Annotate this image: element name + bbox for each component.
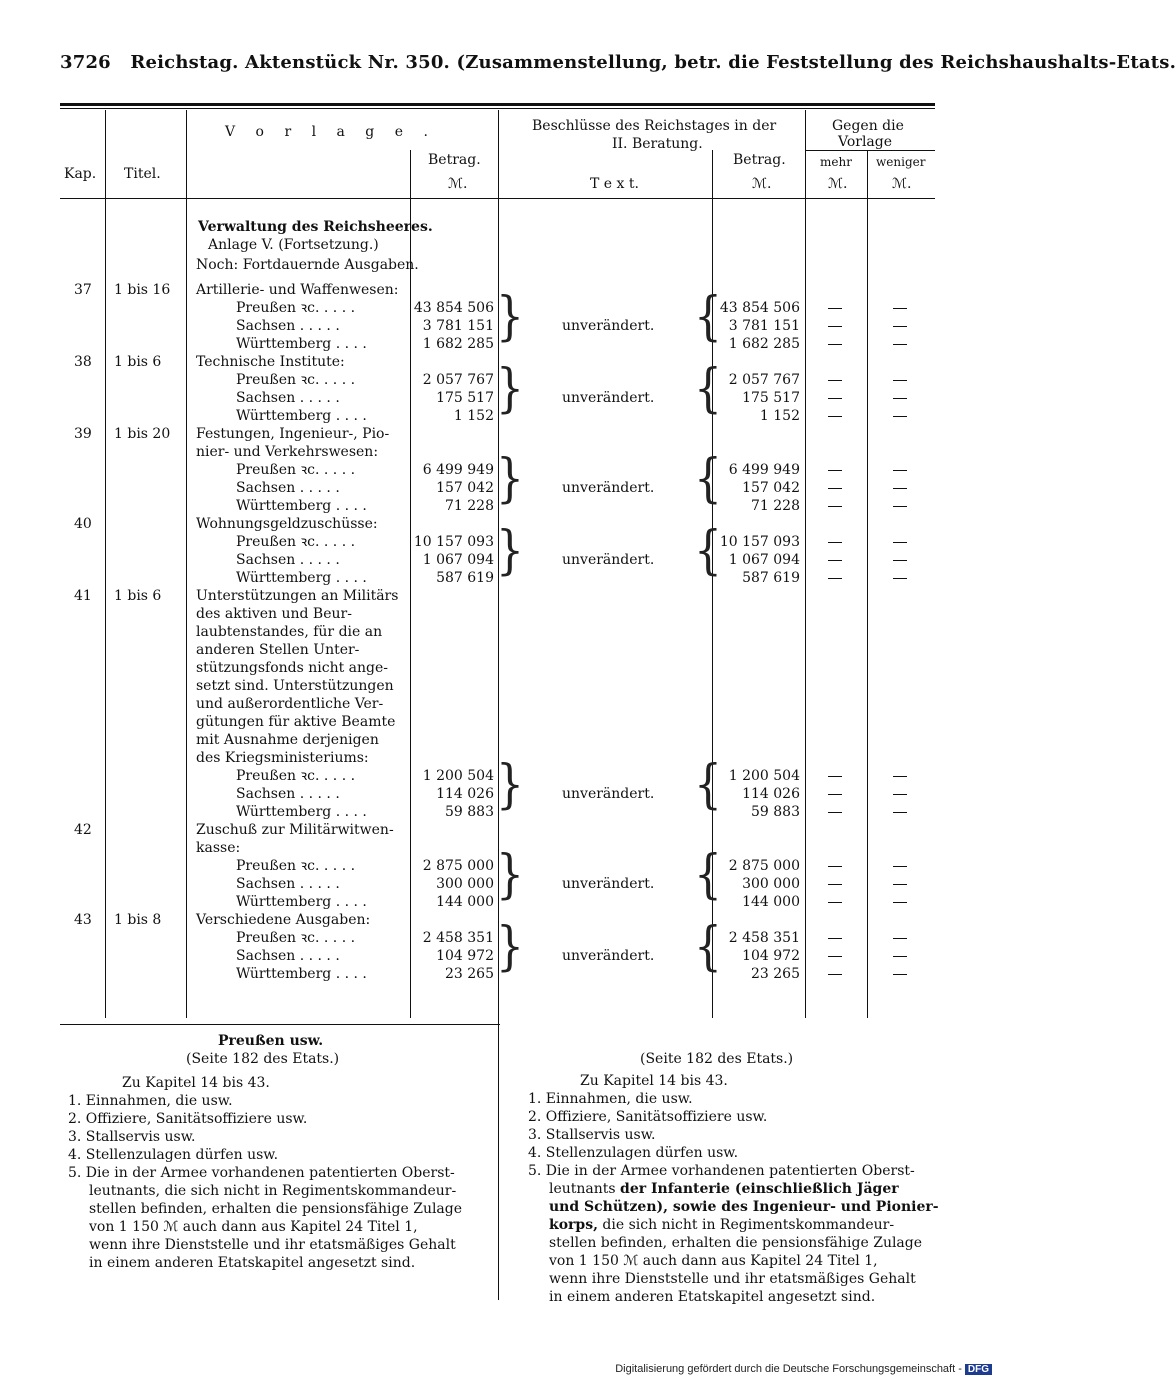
amount-vorlage: 157 042: [436, 480, 494, 496]
lower-left-seite: (Seite 182 des Etats.): [186, 1051, 340, 1067]
amount-beschluss: 43 854 506: [719, 300, 800, 316]
list-item-5-line: von 1 150 ℳ auch dann aus Kapitel 24 Titel 1,: [89, 1219, 418, 1235]
dash-mehr: [828, 308, 842, 309]
brace-right: }: [496, 753, 524, 815]
row-label: Verschiedene Ausgaben:: [196, 912, 371, 928]
item-label: Preußen ꝛc. . . . .: [236, 300, 356, 316]
table-end-rule: [60, 1024, 500, 1025]
amount-beschluss: 1 682 285: [728, 336, 800, 352]
vorlage-sub-header: Vorlage: [838, 134, 893, 150]
item-label: Sachsen . . . . .: [236, 480, 340, 496]
mark-header-weniger: ℳ.: [892, 176, 912, 192]
amount-vorlage: 6 499 949: [422, 462, 494, 478]
list-item-5-line: stellen befinden, erhalten die pensionsfähige Zulage: [89, 1201, 463, 1217]
item5-continuation: die sich nicht in Regimentskommandeur-: [597, 1217, 895, 1233]
dash-weniger: [893, 956, 907, 957]
item-label: Württemberg . . . .: [236, 408, 367, 424]
dash-mehr: [828, 812, 842, 813]
amount-beschluss: 23 265: [751, 966, 800, 982]
unchanged-text: unverändert.: [562, 552, 655, 568]
mark-header-left: ℳ.: [448, 176, 468, 192]
row-kap: 37: [74, 282, 92, 298]
item-label: Württemberg . . . .: [236, 804, 367, 820]
row-label: kasse:: [196, 840, 241, 856]
page-title: Reichstag. Aktenstück Nr. 350. (Zusammenstellung, betr. die Feststellung des Reichshaushalts-Etats.: [130, 52, 1176, 73]
amount-vorlage: 587 619: [436, 570, 494, 586]
row-kap: 39: [74, 426, 92, 442]
dash-mehr: [828, 326, 842, 327]
item-label: Württemberg . . . .: [236, 498, 367, 514]
lower-left-heading: Preußen usw.: [218, 1033, 324, 1049]
dash-mehr: [828, 398, 842, 399]
page-number: 3726: [60, 52, 111, 73]
row-titel: 1 bis 8: [114, 912, 162, 928]
inserted-text-3: korps,: [549, 1217, 598, 1233]
dash-weniger: [893, 902, 907, 903]
dfg-logo: DFG: [965, 1364, 992, 1375]
amount-beschluss: 157 042: [742, 480, 800, 496]
row-titel: 1 bis 6: [114, 588, 162, 604]
dash-weniger: [893, 326, 907, 327]
row-label: Technische Institute:: [196, 354, 345, 370]
list-item-5-line: 5. Die in der Armee vorhandenen patentierten Oberst-: [68, 1165, 455, 1181]
betrag-header-left: Betrag.: [428, 152, 481, 168]
list-item: 3. Stallservis usw.: [528, 1127, 656, 1143]
dash-mehr: [828, 560, 842, 561]
item-label: Preußen ꝛc. . . . .: [236, 372, 356, 388]
row-label: Festungen, Ingenieur-, Pio-: [196, 426, 390, 442]
amount-beschluss: 144 000: [742, 894, 800, 910]
lower-right-zu: Zu Kapitel 14 bis 43.: [580, 1073, 728, 1089]
row-label: stützungsfonds nicht ange-: [196, 660, 389, 676]
brace-left: {: [694, 447, 722, 509]
amount-vorlage: 1 067 094: [422, 552, 494, 568]
unchanged-text: unverändert.: [562, 390, 655, 406]
beratung-header: II. Beratung.: [612, 136, 703, 152]
item-label: Württemberg . . . .: [236, 966, 367, 982]
item-label: Preußen ꝛc. . . . .: [236, 930, 356, 946]
amount-beschluss: 1 200 504: [728, 768, 800, 784]
dash-mehr: [828, 578, 842, 579]
kap-header: Kap.: [64, 166, 97, 182]
anlage-line: Anlage V. (Fortsetzung.): [208, 237, 379, 253]
amount-vorlage: 1 682 285: [422, 336, 494, 352]
amount-vorlage: 114 026: [436, 786, 494, 802]
dash-weniger: [893, 344, 907, 345]
row-kap: 41: [74, 588, 92, 604]
brace-right: }: [496, 285, 524, 347]
brace-right: }: [496, 519, 524, 581]
lower-right-item5-line4: [549, 1216, 894, 1234]
unchanged-text: unverändert.: [562, 318, 655, 334]
dash-weniger: [893, 578, 907, 579]
list-item: 4. Stellenzulagen dürfen usw.: [68, 1147, 279, 1163]
amount-vorlage: 144 000: [436, 894, 494, 910]
divider-gegen: [805, 110, 806, 1018]
row-kap: 38: [74, 354, 92, 370]
item-label: Sachsen . . . . .: [236, 552, 340, 568]
dash-weniger: [893, 380, 907, 381]
amount-beschluss: 1 152: [759, 408, 800, 424]
brace-left: {: [694, 357, 722, 419]
dash-mehr: [828, 344, 842, 345]
dash-weniger: [893, 974, 907, 975]
dash-mehr: [828, 974, 842, 975]
item-label: Württemberg . . . .: [236, 336, 367, 352]
brace-right: }: [496, 915, 524, 977]
dash-mehr: [828, 380, 842, 381]
unchanged-text: unverändert.: [562, 786, 655, 802]
brace-left: {: [694, 843, 722, 905]
inserted-text-1: der Infanterie (einschließlich Jäger: [620, 1181, 899, 1197]
header-rule-thick: [60, 103, 935, 106]
dash-weniger: [893, 488, 907, 489]
amount-vorlage: 71 228: [445, 498, 494, 514]
item-label: Preußen ꝛc. . . . .: [236, 768, 356, 784]
gegen-header: Gegen die: [832, 118, 904, 134]
dash-mehr: [828, 776, 842, 777]
unchanged-text: unverändert.: [562, 948, 655, 964]
dash-mehr: [828, 488, 842, 489]
amount-vorlage: 2 057 767: [422, 372, 494, 388]
brace-right: }: [496, 843, 524, 905]
mehr-header: mehr: [820, 155, 852, 169]
row-label: Wohnungsgeldzuschüsse:: [196, 516, 378, 532]
leutnants-text: leutnants: [549, 1181, 621, 1197]
noch-line: Noch: Fortdauernde Ausgaben.: [196, 257, 419, 273]
item-label: Württemberg . . . .: [236, 894, 367, 910]
item-label: Preußen ꝛc. . . . .: [236, 534, 356, 550]
amount-beschluss: 104 972: [742, 948, 800, 964]
row-titel: 1 bis 6: [114, 354, 162, 370]
dash-mehr: [828, 794, 842, 795]
list-item-5-line: wenn ihre Dienststelle und ihr etatsmäßiges Gehalt: [89, 1237, 456, 1253]
list-item-5-line: in einem anderen Etatskapitel angesetzt sind.: [89, 1255, 416, 1271]
list-item-5-line: in einem anderen Etatskapitel angesetzt sind.: [549, 1289, 876, 1305]
item-label: Württemberg . . . .: [236, 570, 367, 586]
amount-beschluss: 587 619: [742, 570, 800, 586]
dash-mehr: [828, 902, 842, 903]
amount-beschluss: 71 228: [751, 498, 800, 514]
lower-right-item5-line1: 5. Die in der Armee vorhandenen patentierten Oberst-: [528, 1163, 915, 1179]
amount-vorlage: 300 000: [436, 876, 494, 892]
amount-beschluss: 1 067 094: [728, 552, 800, 568]
item-label: Sachsen . . . . .: [236, 876, 340, 892]
amount-beschluss: 2 057 767: [728, 372, 800, 388]
header-rule-thin: [60, 108, 935, 109]
dash-mehr: [828, 542, 842, 543]
betrag-header-right: Betrag.: [733, 152, 786, 168]
text-header: T e x t.: [590, 176, 639, 192]
weniger-header: weniger: [876, 155, 926, 169]
page-header: [60, 52, 1176, 73]
row-kap: 40: [74, 516, 92, 532]
amount-vorlage: 2 458 351: [422, 930, 494, 946]
brace-left: {: [694, 753, 722, 815]
amount-vorlage: 1 152: [453, 408, 494, 424]
dash-weniger: [893, 470, 907, 471]
amount-beschluss: 2 458 351: [728, 930, 800, 946]
divider-mehr-weniger: [867, 150, 868, 1018]
row-label: des aktiven und Beur-: [196, 606, 352, 622]
dash-mehr: [828, 506, 842, 507]
amount-vorlage: 23 265: [445, 966, 494, 982]
lower-left-zu: Zu Kapitel 14 bis 43.: [122, 1075, 270, 1091]
amount-beschluss: 114 026: [742, 786, 800, 802]
dash-mehr: [828, 416, 842, 417]
list-item: 4. Stellenzulagen dürfen usw.: [528, 1145, 739, 1161]
divider-kap: [105, 110, 106, 1018]
row-kap: 43: [74, 912, 92, 928]
item-label: Sachsen . . . . .: [236, 390, 340, 406]
amount-vorlage: 3 781 151: [422, 318, 494, 334]
amount-beschluss: 3 781 151: [728, 318, 800, 334]
lower-right-seite: (Seite 182 des Etats.): [640, 1051, 794, 1067]
item-label: Sachsen . . . . .: [236, 786, 340, 802]
amount-vorlage: 2 875 000: [422, 858, 494, 874]
row-label: Artillerie- und Waffenwesen:: [196, 282, 399, 298]
row-kap: 42: [74, 822, 92, 838]
amount-beschluss: 10 157 093: [719, 534, 800, 550]
dash-weniger: [893, 398, 907, 399]
item-label: Sachsen . . . . .: [236, 948, 340, 964]
brace-left: {: [694, 519, 722, 581]
amount-vorlage: 175 517: [436, 390, 494, 406]
amount-beschluss: 59 883: [751, 804, 800, 820]
row-label: anderen Stellen Unter-: [196, 642, 360, 658]
dash-weniger: [893, 884, 907, 885]
amount-beschluss: 6 499 949: [728, 462, 800, 478]
brace-left: {: [694, 915, 722, 977]
list-item: 1. Einnahmen, die usw.: [68, 1093, 233, 1109]
item-label: Sachsen . . . . .: [236, 318, 340, 334]
row-label: Unterstützungen an Militärs: [196, 588, 399, 604]
dash-weniger: [893, 812, 907, 813]
dash-mehr: [828, 866, 842, 867]
dash-weniger: [893, 794, 907, 795]
unchanged-text: unverändert.: [562, 480, 655, 496]
dash-weniger: [893, 938, 907, 939]
section-heading: Verwaltung des Reichsheeres.: [198, 219, 433, 235]
vorlage-header: V o r l a g e .: [225, 124, 436, 140]
amount-beschluss: 2 875 000: [728, 858, 800, 874]
divider-titel: [186, 110, 187, 1018]
list-item-5-line: wenn ihre Dienststelle und ihr etatsmäßiges Gehalt: [549, 1271, 916, 1287]
row-titel: 1 bis 16: [114, 282, 171, 298]
amount-vorlage: 43 854 506: [413, 300, 494, 316]
titel-header: Titel.: [124, 166, 161, 182]
dash-weniger: [893, 416, 907, 417]
amount-vorlage: 104 972: [436, 948, 494, 964]
brace-left: {: [694, 285, 722, 347]
amount-vorlage: 59 883: [445, 804, 494, 820]
list-item-5-line: von 1 150 ℳ auch dann aus Kapitel 24 Titel 1,: [549, 1253, 878, 1269]
gegen-subrule: [805, 150, 935, 151]
mark-header-mehr: ℳ.: [828, 176, 848, 192]
dash-weniger: [893, 506, 907, 507]
dash-mehr: [828, 884, 842, 885]
row-label: nier- und Verkehrswesen:: [196, 444, 379, 460]
list-item: 2. Offiziere, Sanitätsoffiziere usw.: [528, 1109, 768, 1125]
list-item-5-line: leutnants, die sich nicht in Regimentskommandeur-: [89, 1183, 457, 1199]
item-label: Preußen ꝛc. . . . .: [236, 462, 356, 478]
digitization-footer: [615, 1363, 992, 1375]
brace-right: }: [496, 357, 524, 419]
list-item: 2. Offiziere, Sanitätsoffiziere usw.: [68, 1111, 308, 1127]
dash-mehr: [828, 956, 842, 957]
unchanged-text: unverändert.: [562, 876, 655, 892]
dash-mehr: [828, 470, 842, 471]
amount-beschluss: 300 000: [742, 876, 800, 892]
item-label: Preußen ꝛc. . . . .: [236, 858, 356, 874]
list-item: 3. Stallservis usw.: [68, 1129, 196, 1145]
dash-weniger: [893, 866, 907, 867]
row-label: Zuschuß zur Militärwitwen-: [196, 822, 394, 838]
beschluesse-header: Beschlüsse des Reichstages in der: [532, 118, 777, 134]
brace-right: }: [496, 447, 524, 509]
row-label: setzt sind. Unterstützungen: [196, 678, 394, 694]
row-label: und außerordentliche Ver-: [196, 696, 384, 712]
inserted-text-2: und Schützen), sowie des Ingenieur- und Pionier-: [549, 1199, 939, 1215]
row-label: des Kriegsministeriums:: [196, 750, 369, 766]
amount-vorlage: 1 200 504: [422, 768, 494, 784]
lower-right-item5-line2: [549, 1180, 899, 1198]
amount-vorlage: 10 157 093: [413, 534, 494, 550]
footer-text: Digitalisierung gefördert durch die Deutsche Forschungsgemeinschaft -: [615, 1363, 962, 1375]
row-titel: 1 bis 20: [114, 426, 171, 442]
dash-weniger: [893, 542, 907, 543]
row-label: laubtenstandes, für die an: [196, 624, 383, 640]
dash-weniger: [893, 308, 907, 309]
dash-weniger: [893, 560, 907, 561]
amount-beschluss: 175 517: [742, 390, 800, 406]
mark-header-right: ℳ.: [752, 176, 772, 192]
list-item: 1. Einnahmen, die usw.: [528, 1091, 693, 1107]
dash-mehr: [828, 938, 842, 939]
row-label: mit Ausnahme derjenigen: [196, 732, 379, 748]
dash-weniger: [893, 776, 907, 777]
list-item-5-line: stellen befinden, erhalten die pensionsfähige Zulage: [549, 1235, 923, 1251]
row-label: gütungen für aktive Beamte: [196, 714, 396, 730]
